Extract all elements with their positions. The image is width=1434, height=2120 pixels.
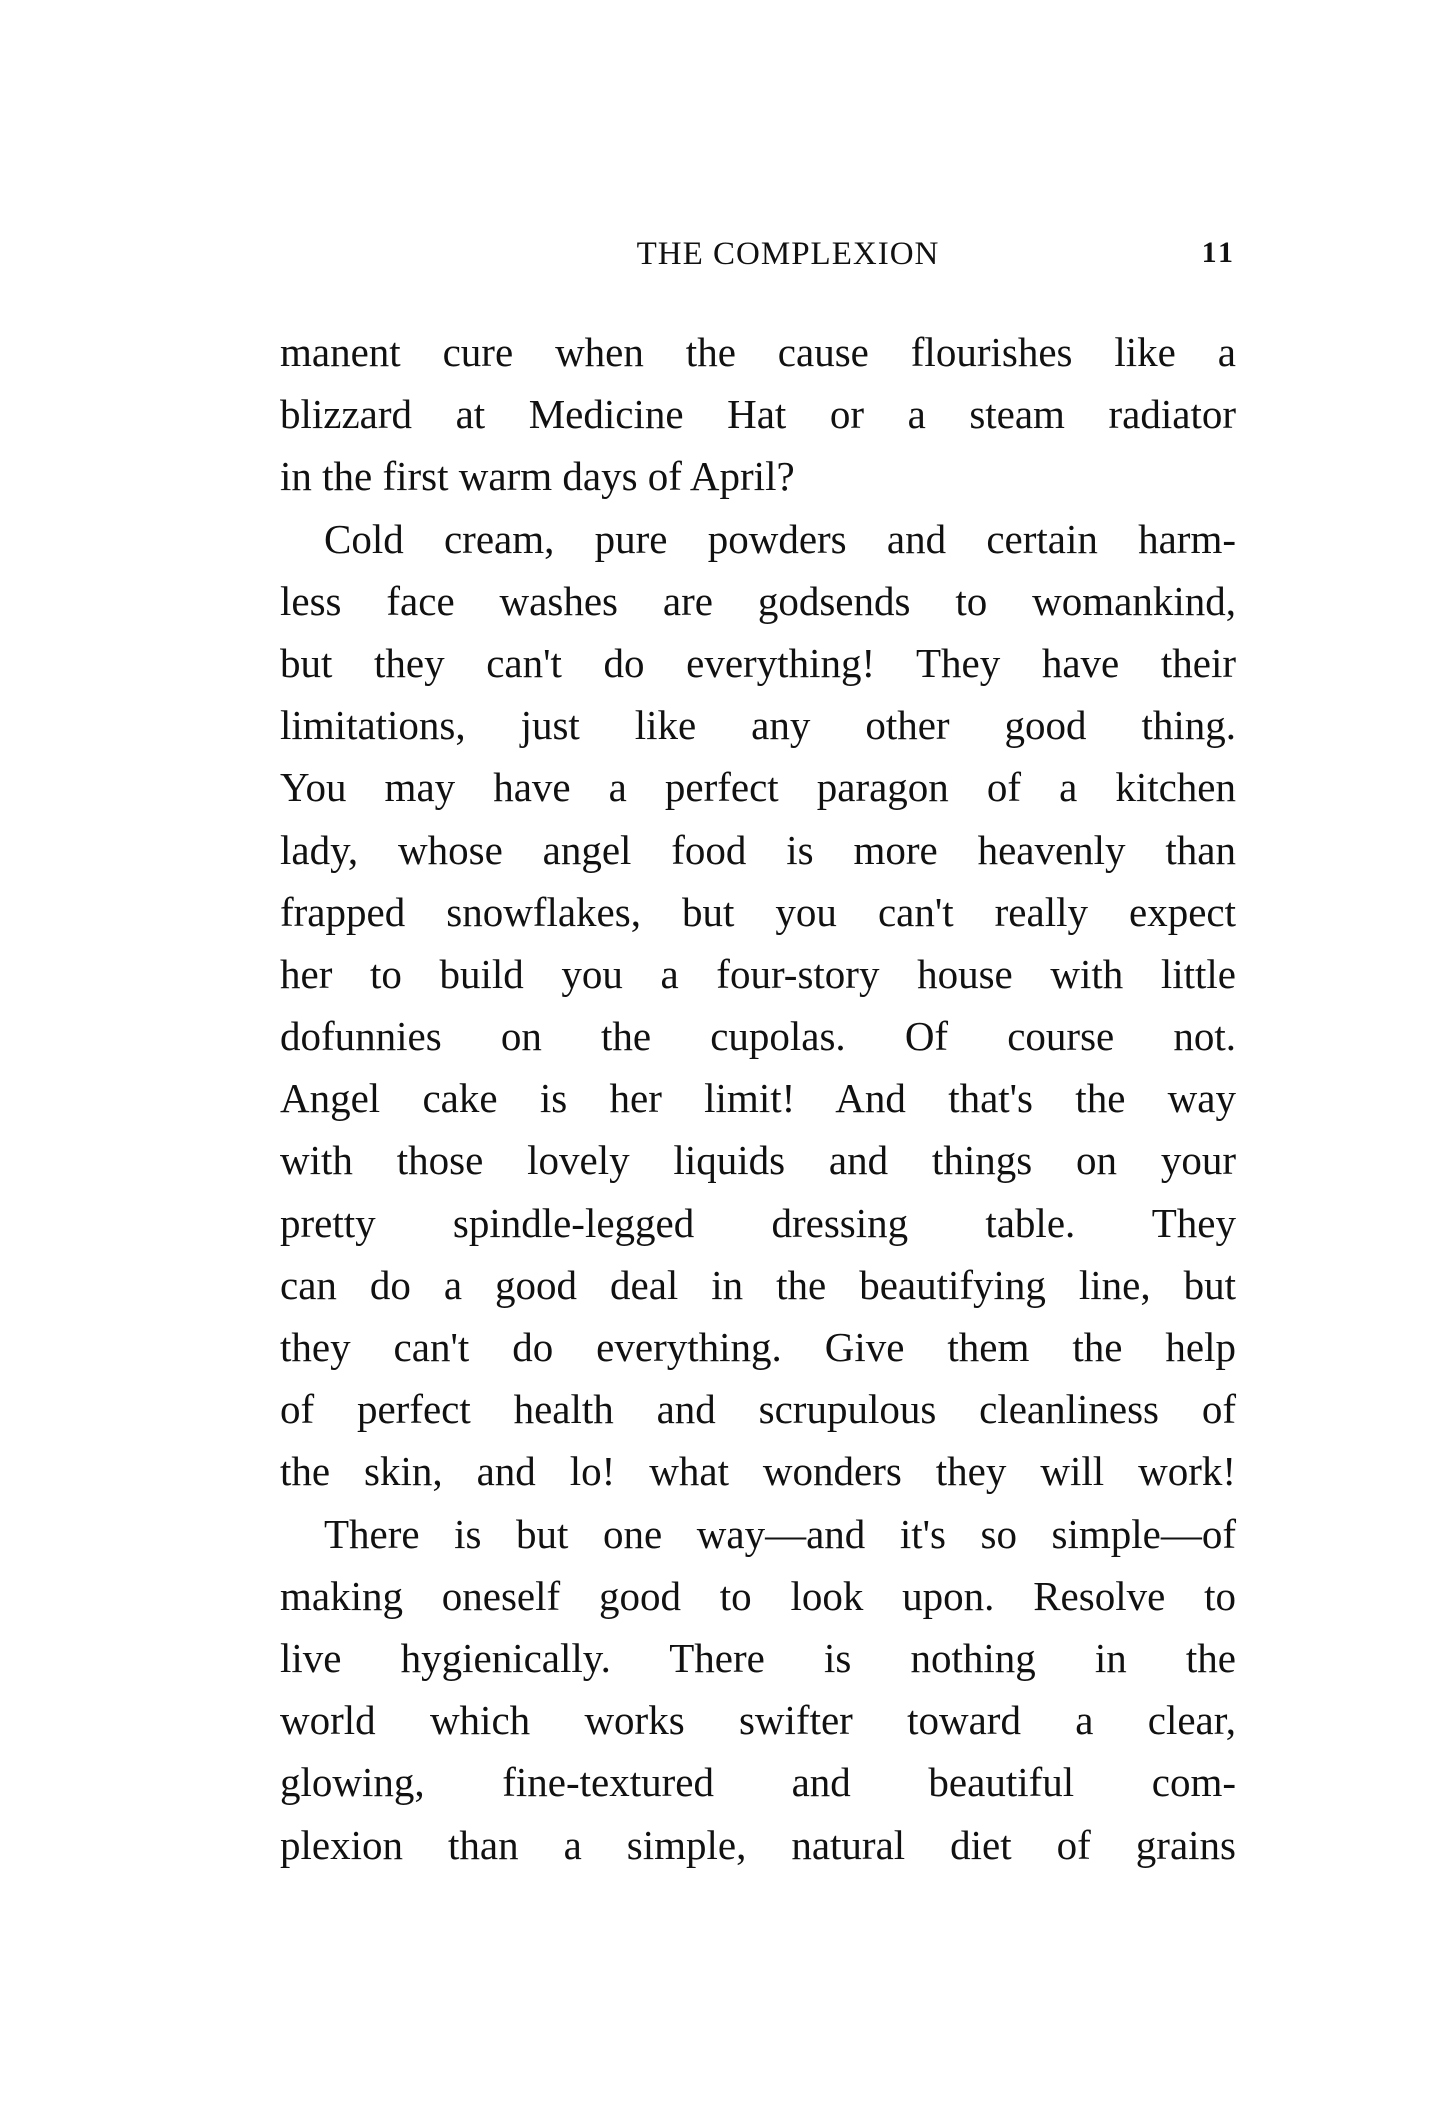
body-text — [280, 321, 1236, 1876]
text-line: glowing, fine-textured and beautiful com- — [280, 1759, 1236, 1806]
text-line: You may have a perfect paragon of a kitchen — [280, 764, 1236, 811]
text-line: with those lovely liquids and things on your — [280, 1137, 1236, 1184]
text-line: lady, whose angel food is more heavenly than — [280, 826, 1236, 873]
text-line: pretty spindle-legged dressing table. They — [280, 1199, 1236, 1246]
text-line: limitations, just like any other good thing. — [280, 702, 1236, 749]
text-line: dofunnies on the cupolas. Of course not. — [280, 1013, 1236, 1060]
text-line: in the first warm days of April? — [280, 453, 795, 500]
text-line: less face washes are godsends to womankind, — [280, 577, 1236, 624]
text-line: Cold cream, pure powders and certain harm- — [324, 515, 1236, 562]
text-line: manent cure when the cause flourishes like a — [280, 329, 1236, 375]
running-title: THE COMPLEXION — [636, 236, 940, 272]
text-line: the skin, and lo! what wonders they will work! — [280, 1448, 1236, 1495]
text-line: they can't do everything. Give them the help — [280, 1324, 1236, 1370]
text-line: her to build you a four-story house with little — [280, 950, 1236, 997]
text-line: blizzard at Medicine Hat or a steam radiator — [280, 391, 1236, 438]
text-line: making oneself good to look upon. Resolve to — [280, 1572, 1236, 1619]
text-line: live hygienically. There is nothing in the — [280, 1634, 1236, 1681]
text-line: world which works swifter toward a clear, — [280, 1697, 1236, 1744]
page-number: 11 — [1201, 236, 1236, 269]
page-header — [280, 232, 1236, 282]
text-line: but they can't do everything! They have their — [280, 639, 1236, 686]
text-line: of perfect health and scrupulous cleanliness of — [280, 1386, 1236, 1433]
text-line: plexion than a simple, natural diet of grains — [280, 1821, 1236, 1868]
text-line: can do a good deal in the beautifying line, but — [280, 1261, 1236, 1308]
text-line: Angel cake is her limit! And that's the way — [280, 1075, 1236, 1122]
text-line: There is but one way—and it's so simple—of — [324, 1510, 1236, 1557]
text-line: frapped snowflakes, but you can't really expect — [280, 888, 1236, 935]
